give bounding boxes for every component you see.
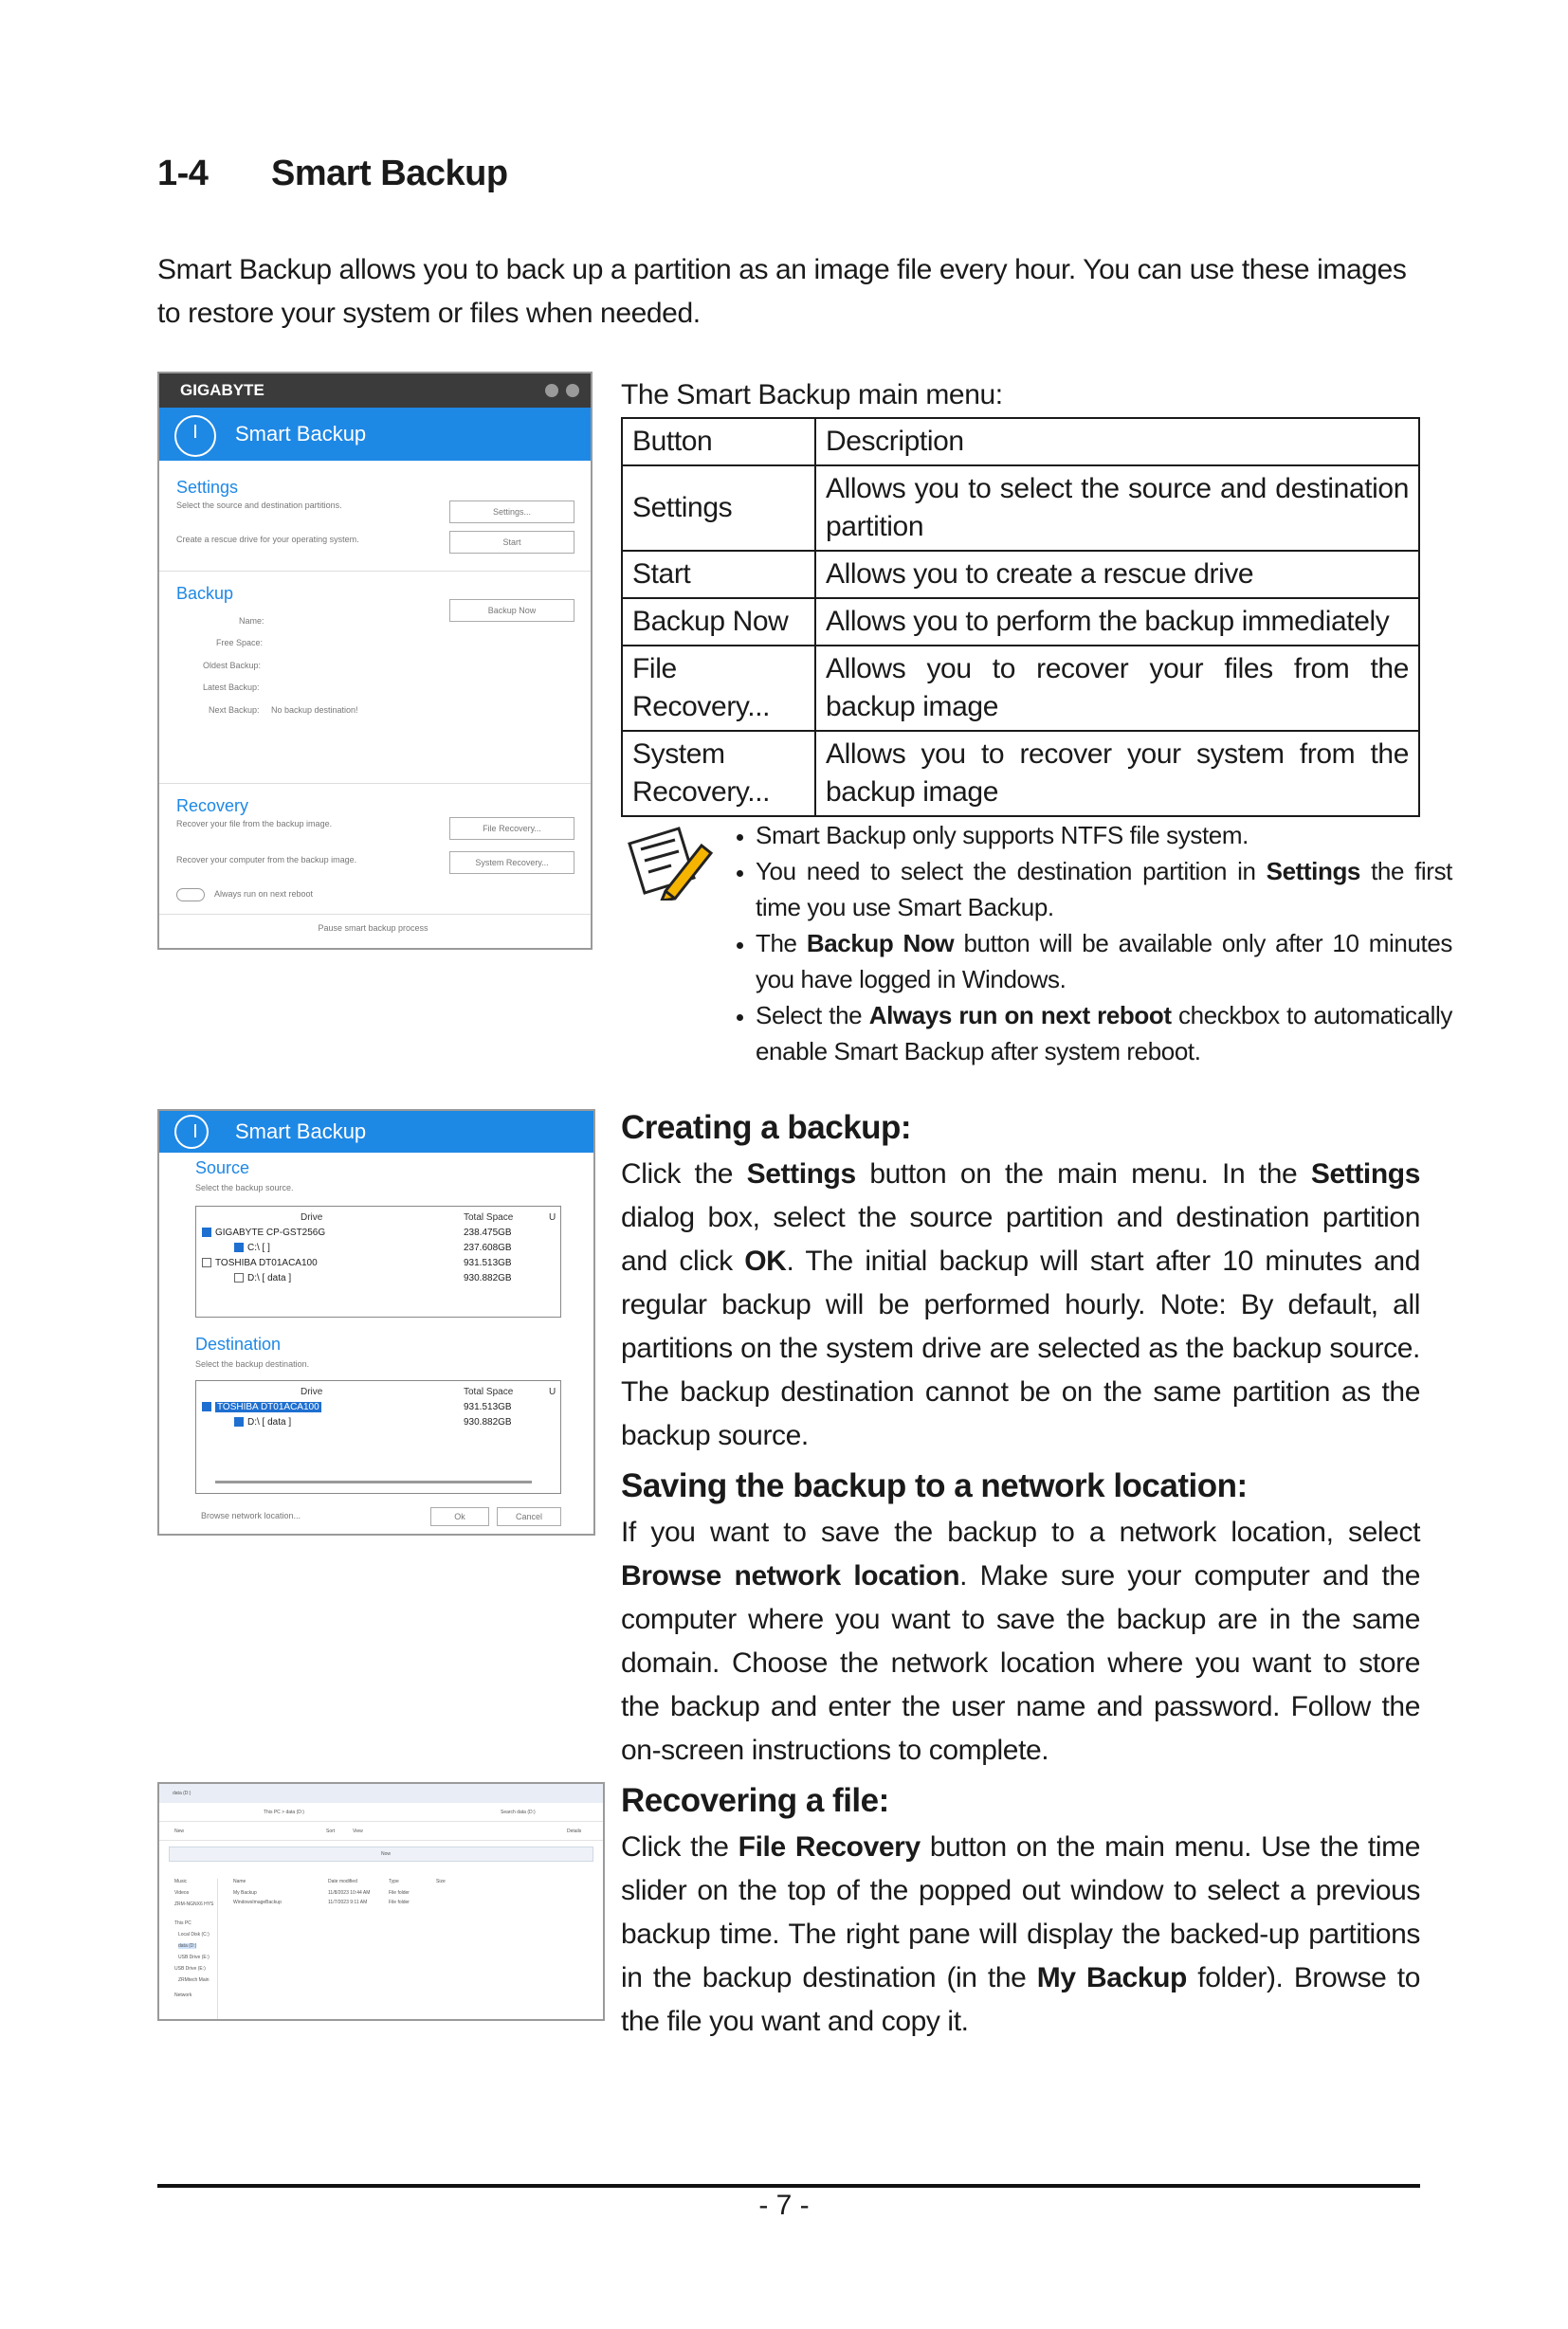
- address-path[interactable]: This PC > data (D:): [264, 1810, 304, 1815]
- settings-section-title: Settings: [176, 478, 239, 497]
- destination-title: Destination: [195, 1335, 282, 1354]
- table-row: [622, 551, 1419, 598]
- table-row: [622, 731, 1419, 816]
- recovery-section-title: Recovery: [176, 796, 249, 815]
- row-description: Allows you to perform the backup immediately: [815, 598, 1419, 646]
- details-button[interactable]: Details: [567, 1829, 582, 1834]
- main-menu-table: [621, 417, 1420, 817]
- file-list: Name Date modified Type Size My Backup 11/8/2023 10:44 AM File folder WindowsImageBackup 11/7/2023 9:11 AM File folder: [233, 1879, 446, 1905]
- creating-backup-text: Click the Settings button on the main menu. In the Settings dialog box, select the source partition and destination partition and click OK. The initial backup will start after 10 minutes and regular backup will be performed hourly. Note: By default, all partitions on the system drive are selected as the backup source. The backup destination cannot be on the same partition as the backup source.: [621, 1158, 1421, 1451]
- main-window-screenshot: [157, 372, 593, 950]
- row-button: Settings: [622, 465, 815, 551]
- explorer-toolbar: [159, 1822, 603, 1841]
- source-drive-list[interactable]: Drive Total Space U GIGABYTE CP-GST256G 238.475GB C:\ [ ] 237.608GB TOSHIBA DT01ACA100 931.513GB D:\ [ data ] 930.882GB: [195, 1206, 561, 1318]
- brand-logo: GIGABYTE: [180, 381, 264, 399]
- row-description: Allows you to create a rescue drive: [815, 551, 1419, 598]
- name-label: Name:: [239, 616, 264, 626]
- list-item-size: 931.513GB: [464, 1258, 512, 1268]
- header-button: Button: [622, 418, 815, 465]
- close-icon[interactable]: [566, 384, 579, 397]
- backup-section-title: Backup: [176, 584, 234, 603]
- app-banner: [159, 1111, 593, 1153]
- navigation-pane: Music Videos ZRM-NGNX6 HYS This PC Local Disk (C:) data (D:) USB Drive (E:) USB Drive (E:) ZRMtech Main Network: [159, 1879, 218, 2019]
- system-recovery-desc: Recover your computer from the backup image.: [176, 855, 357, 864]
- file-row[interactable]: My Backup: [233, 1890, 257, 1896]
- explorer-address-bar: [159, 1803, 603, 1822]
- minimize-icon[interactable]: [545, 384, 558, 397]
- list-item[interactable]: TOSHIBA DT01ACA100: [202, 1402, 321, 1412]
- file-recovery-desc: Recover your file from the backup image.: [176, 819, 333, 828]
- intro-paragraph: Smart Backup allows you to back up a partition as an image file every hour. You can use these images to restore your system or files when needed.: [157, 254, 1407, 329]
- list-item-size: 931.513GB: [464, 1402, 512, 1412]
- app-title: Smart Backup: [235, 422, 367, 446]
- backup-now-button[interactable]: Backup Now: [449, 599, 574, 622]
- pause-link[interactable]: Pause smart backup process: [318, 923, 428, 933]
- creating-backup-heading: Creating a backup:: [621, 1109, 912, 1146]
- source-title: Source: [195, 1158, 250, 1177]
- ok-button[interactable]: Ok: [430, 1507, 489, 1526]
- table-header-row: [622, 418, 1419, 465]
- note-item: • Select the Always run on next reboot checkbox to automatically enable Smart Backup after system reboot.: [756, 997, 1452, 1069]
- header-description: Description: [815, 418, 1419, 465]
- page-number: - 7 -: [758, 2190, 810, 2221]
- recovering-text: Click the File Recovery button on the main menu. Use the time slider on the top of the popped out window to select a previous backup time. The right pane will display the backed-up partitions in the backup destination (in the My Backup folder). Browse to the file you want and copy it.: [621, 1831, 1421, 2037]
- note-item: • Smart Backup only supports NTFS file system.: [756, 817, 1452, 853]
- file-row[interactable]: WindowsImageBackup: [233, 1900, 282, 1905]
- section-title: Smart Backup: [271, 154, 508, 193]
- oldest-backup-label: Oldest Backup:: [203, 661, 262, 670]
- settings-desc: Select the source and destination partitions.: [176, 500, 342, 510]
- file-recovery-button[interactable]: File Recovery...: [449, 817, 574, 840]
- list-item-size: 930.882GB: [464, 1417, 512, 1428]
- list-item-size: 238.475GB: [464, 1228, 512, 1238]
- note-item: • You need to select the destination partition in Settings the first time you use Smart Backup.: [756, 853, 1452, 925]
- always-run-label: Always run on next reboot: [214, 889, 314, 899]
- section-number: 1-4: [157, 154, 209, 193]
- search-box[interactable]: Search data (D:): [501, 1810, 536, 1815]
- clock-icon: [174, 1115, 209, 1149]
- system-recovery-button[interactable]: System Recovery...: [449, 851, 574, 874]
- row-button: Backup Now: [622, 598, 815, 646]
- list-item-size: 237.608GB: [464, 1243, 512, 1253]
- app-banner: [159, 408, 591, 461]
- recovering-heading: Recovering a file:: [621, 1782, 889, 1819]
- next-backup-label: Next Backup:: [209, 705, 260, 715]
- settings-window-screenshot: [157, 1109, 595, 1536]
- next-backup-value: No backup destination!: [271, 705, 358, 715]
- sort-button[interactable]: Sort: [326, 1829, 336, 1834]
- note-pencil-icon: [624, 823, 715, 901]
- row-description: Allows you to select the source and destination partition: [815, 465, 1419, 551]
- table-row: [622, 465, 1419, 551]
- footer-rule: [157, 2184, 1420, 2188]
- row-button: Start: [622, 551, 815, 598]
- table-caption: The Smart Backup main menu:: [621, 379, 1003, 410]
- table-row: [622, 598, 1419, 646]
- settings-button[interactable]: Settings...: [449, 500, 574, 523]
- notes-list: [723, 817, 1452, 1069]
- table-row: [622, 646, 1419, 731]
- list-item[interactable]: GIGABYTE CP-GST256G: [202, 1228, 325, 1238]
- note-item: • The Backup Now button will be available only after 10 minutes you have logged in Windows.: [756, 925, 1452, 997]
- list-item[interactable]: D:\ [ data ]: [234, 1417, 291, 1428]
- always-run-toggle[interactable]: [176, 888, 205, 901]
- clock-icon: [174, 415, 216, 457]
- list-item[interactable]: TOSHIBA DT01ACA100: [202, 1258, 318, 1268]
- time-slider[interactable]: Now: [169, 1847, 593, 1862]
- app-title: Smart Backup: [235, 1119, 367, 1143]
- explorer-tab-bar: [159, 1784, 603, 1803]
- source-desc: Select the backup source.: [195, 1183, 294, 1192]
- row-description: Allows you to recover your files from the backup image: [815, 646, 1419, 731]
- latest-backup-label: Latest Backup:: [203, 682, 260, 692]
- network-text: If you want to save the backup to a network location, select Browse network location. Make sure your computer and the computer where you want to save the backup are in the same domain. Choose the network location where you want to store the backup and enter the user name and password. Follow the on-screen instructions to complete.: [621, 1517, 1420, 1766]
- rescue-desc: Create a rescue drive for your operating system.: [176, 535, 359, 544]
- list-item[interactable]: D:\ [ data ]: [234, 1273, 291, 1283]
- free-space-label: Free Space:: [216, 638, 264, 647]
- section-heading: [157, 154, 508, 194]
- network-heading: Saving the backup to a network location:: [621, 1467, 1248, 1504]
- file-explorer-screenshot: [157, 1782, 605, 2021]
- start-button[interactable]: Start: [449, 531, 574, 554]
- explorer-tab[interactable]: data (D:): [173, 1791, 191, 1796]
- destination-desc: Select the backup destination.: [195, 1359, 310, 1369]
- destination-drive-list[interactable]: Drive Total Space U TOSHIBA DT01ACA100 931.513GB D:\ [ data ] 930.882GB: [195, 1380, 561, 1494]
- row-button: File Recovery...: [622, 646, 815, 731]
- list-item[interactable]: C:\ [ ]: [234, 1243, 270, 1253]
- new-button[interactable]: New: [174, 1829, 185, 1834]
- browse-network-link[interactable]: Browse network location...: [201, 1511, 301, 1520]
- view-button[interactable]: View: [353, 1829, 363, 1834]
- list-item-size: 930.882GB: [464, 1273, 512, 1283]
- row-description: Allows you to recover your system from the backup image: [815, 731, 1419, 816]
- row-button: System Recovery...: [622, 731, 815, 816]
- cancel-button[interactable]: Cancel: [497, 1507, 561, 1526]
- title-bar: [159, 373, 591, 408]
